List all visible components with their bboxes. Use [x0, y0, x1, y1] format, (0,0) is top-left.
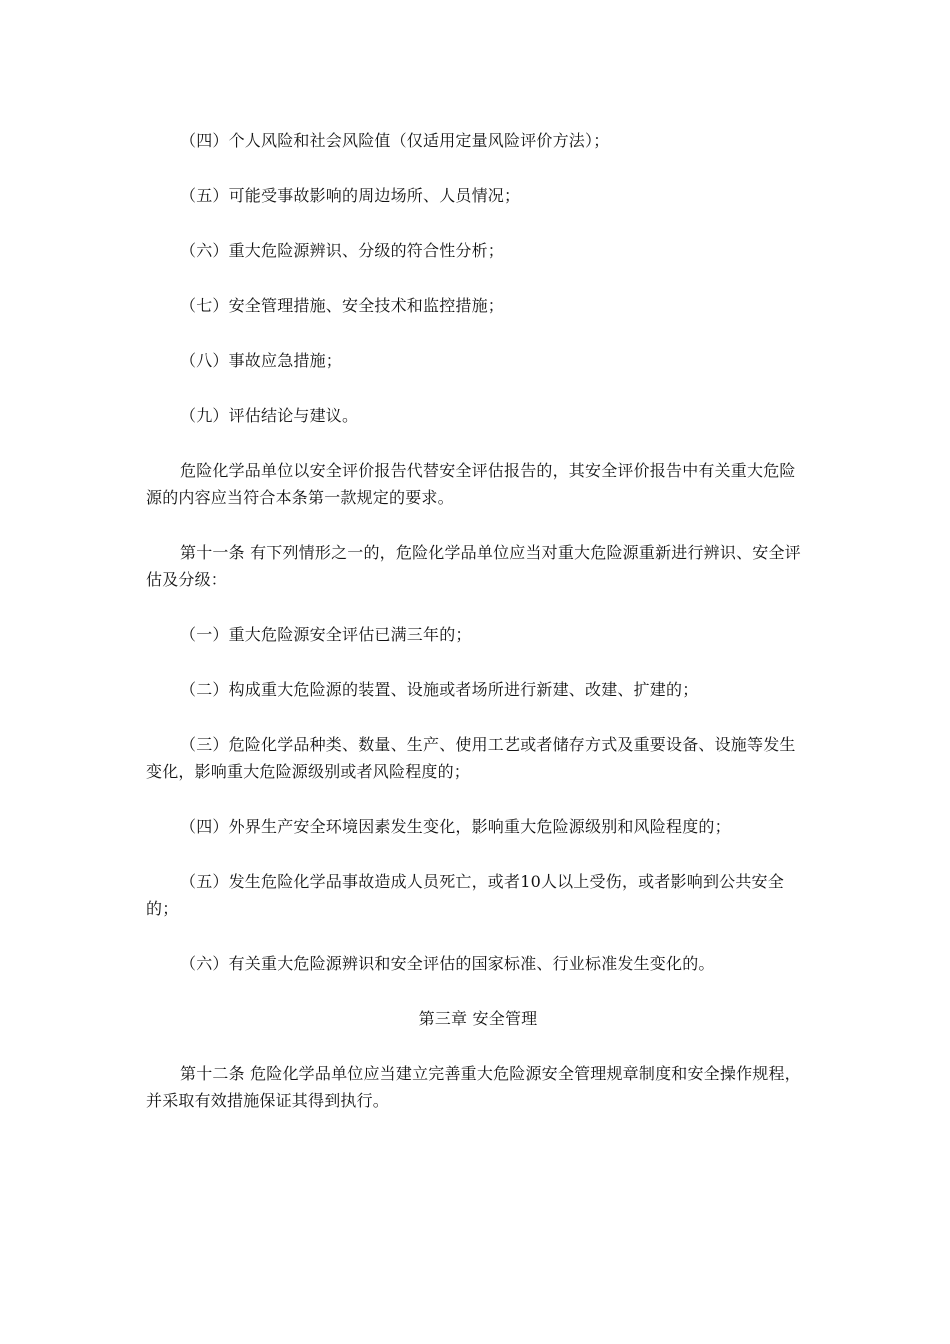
document-body	[146, 127, 810, 1114]
list-item-management-measures: （七）安全管理措施、安全技术和监控措施；	[180, 296, 505, 315]
list-item-standard-changes: （六）有关重大危险源辨识和安全评估的国家标准、行业标准发生变化的。	[180, 954, 715, 973]
list-item-compliance-analysis: （六）重大危险源辨识、分级的符合性分析；	[180, 241, 505, 260]
list-item-emergency-measures: （八）事故应急措施；	[180, 351, 343, 370]
list-item-environment-changes: （四）外界生产安全环境因素发生变化，影响重大危险源级别和风险程度的；	[180, 817, 731, 836]
list-item-accident: （五）发生危险化学品事故造成人员死亡，或者10人以上受伤，或者影响到公共安全的；	[146, 872, 784, 918]
list-item-construction: （二）构成重大危险源的装置、设施或者场所进行新建、改建、扩建的；	[180, 680, 699, 699]
article-12: 第十二条 危险化学品单位应当建立完善重大危险源安全管理规章制度和安全操作规程，并采取有效措施保证其得到执行。	[146, 1064, 801, 1110]
list-item-conclusions: （九）评估结论与建议。	[180, 406, 359, 425]
list-item-risk-values: （四）个人风险和社会风险值（仅适用定量风险评价方法）；	[180, 131, 610, 150]
list-item-surroundings: （五）可能受事故影响的周边场所、人员情况；	[180, 186, 521, 205]
chapter-heading: 第三章 安全管理	[418, 1009, 538, 1028]
list-item-chemical-changes: （三）危险化学品种类、数量、生产、使用工艺或者储存方式及重要设备、设施等发生变化，影响重大危险源级别或者风险程度的；	[146, 735, 796, 781]
paragraph-report-substitution: 危险化学品单位以安全评价报告代替安全评估报告的，其安全评价报告中有关重大危险源的内容应当符合本条第一款规定的要求。	[146, 461, 796, 507]
list-item-three-years: （一）重大危险源安全评估已满三年的；	[180, 625, 472, 644]
article-11-intro: 第十一条 有下列情形之一的，危险化学品单位应当对重大危险源重新进行辨识、安全评估及分级：	[146, 543, 801, 589]
